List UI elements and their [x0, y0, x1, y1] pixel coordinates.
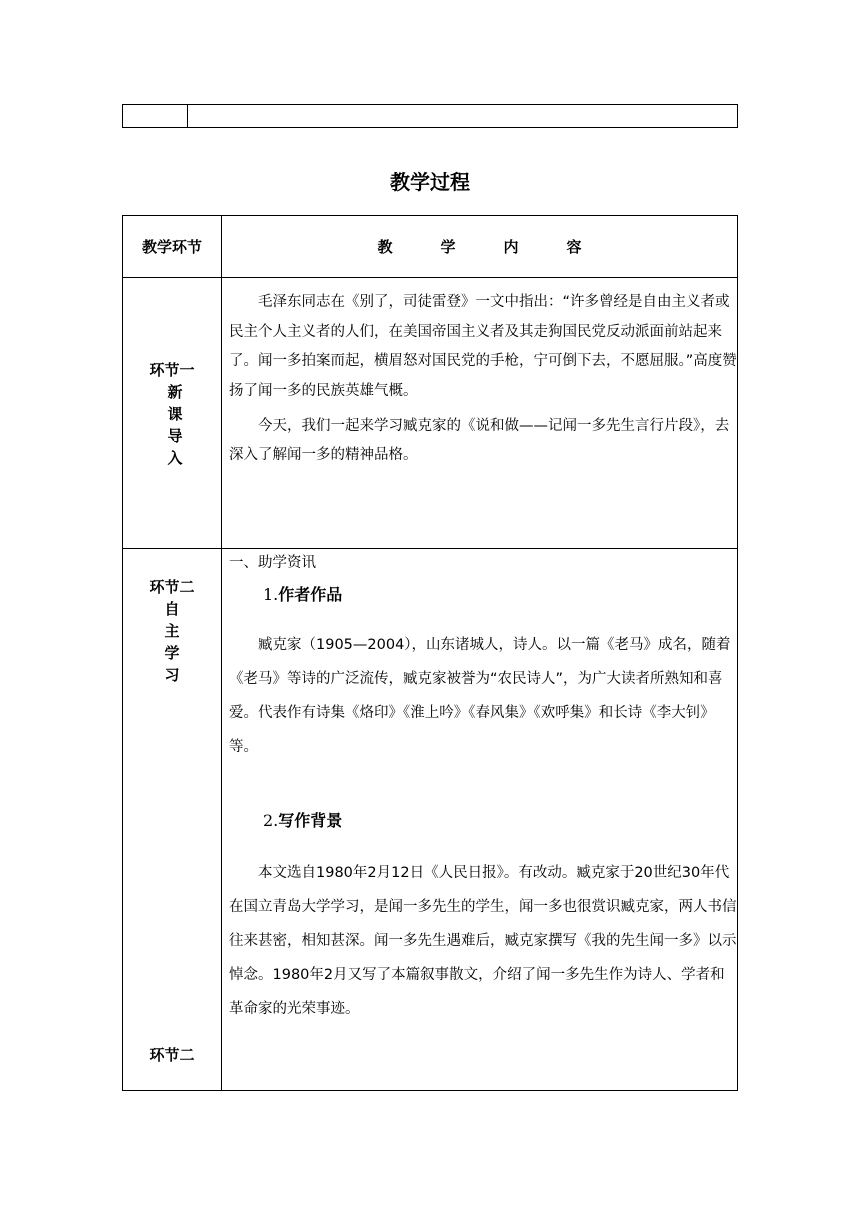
section1-content	[229, 288, 737, 470]
section2-label-bottom: 环节二	[149, 1046, 195, 1064]
section1-label-line: 环节一	[149, 361, 195, 379]
subsection-text	[229, 856, 737, 1026]
author-paragraph: 臧克家（1905—2004），山东诸城人，诗人。以一篇《老马》成名，随着《老马》等诗的广泛流传，臧克家被誉为“农民诗人”，为广大读者所熟知和喜爱。代表作有诗集《烙印》《淮上吟》《春风集》《欢呼集》和长诗《李大钊》等。	[229, 637, 731, 755]
section2-label-line: 主	[164, 622, 180, 640]
header-stage: 教学环节	[141, 238, 202, 256]
section1-label-line: 课	[167, 405, 183, 423]
section2-heading: 一、助学资讯	[229, 555, 316, 571]
section1-label-line: 导	[167, 427, 183, 445]
top-info-table	[122, 104, 738, 128]
background-paragraph: 本文选自1980年2月12日《人民日报》。有改动。臧克家于20世纪30年代在国立青岛大学学习，是闻一多先生的学生，闻一多也很赏识臧克家，两人书信往来甚密，相知甚深。闻一多先生遇难后，臧克家撰写《我的先生闻一多》以示悼念。1980年2月又写了本篇叙事散文，介绍了闻一多先生作为诗人、学者和革命家的光荣事迹。	[229, 865, 737, 1017]
header-row-divider	[123, 277, 737, 278]
section1-paragraph: 毛泽东同志在《别了，司徒雷登》一文中指出：“许多曾经是自由主义者或民主个人主义者的人们，在美国帝国主义者及其走狗国民党反动派面前站起来了。闻一多拍案而起，横眉怒对国民党的手枪，宁可倒下去，不愿屈服。”高度赞扬了闻一多的民族英雄气概。	[229, 294, 737, 399]
section1-label-line: 新	[167, 383, 183, 401]
section2-label-line: 自	[164, 600, 180, 618]
section1-label-line: 入	[167, 449, 183, 467]
top-table-divider	[187, 105, 188, 127]
section2-label-line: 环节二	[149, 578, 195, 596]
subsection-number: 1.	[263, 585, 279, 604]
page-title: 教学过程	[390, 170, 470, 194]
subsection-title: 作者作品	[278, 585, 343, 604]
section2-label	[123, 576, 221, 686]
teaching-process-table	[122, 215, 738, 1091]
header-content: 教学内容	[377, 238, 630, 256]
section1-paragraph: 今天，我们一起来学习臧克家的《说和做——记闻一多先生言行片段》，去深入了解闻一多的精神品格。	[229, 418, 730, 463]
section2-label-line: 学	[164, 644, 180, 662]
subsection-heading	[263, 584, 342, 606]
section2-label-line: 习	[164, 666, 180, 684]
column-divider	[221, 216, 222, 1090]
subsection-text	[229, 628, 737, 764]
section-row-divider	[123, 548, 737, 549]
subsection-title: 写作背景	[278, 811, 343, 830]
subsection-number: 2.	[263, 811, 279, 830]
subsection-heading	[263, 810, 342, 832]
section1-label	[123, 359, 221, 469]
